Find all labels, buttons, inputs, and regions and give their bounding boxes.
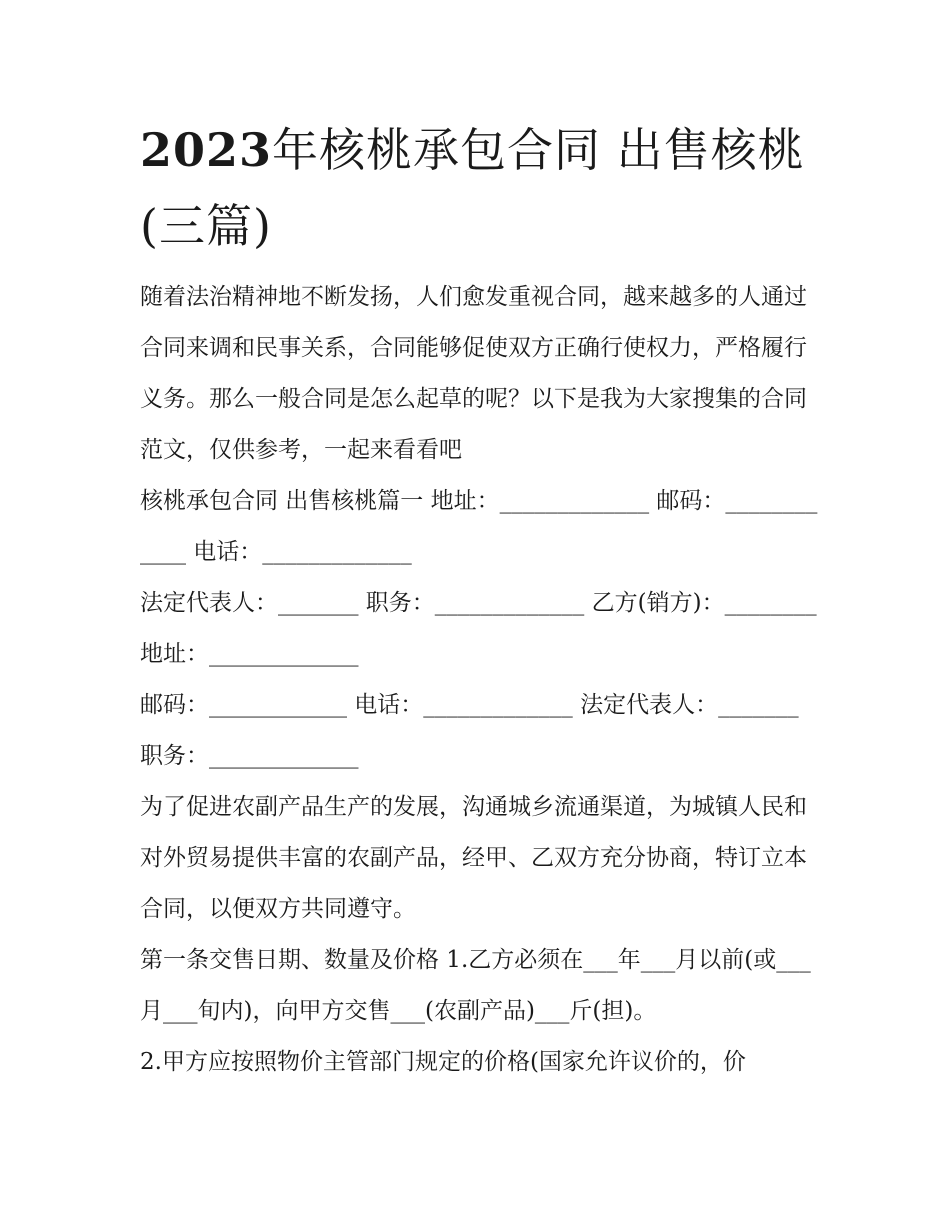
title-text: 年核桃承包合同 出售核桃(三篇) bbox=[140, 123, 805, 253]
party-b-contact-line: 邮码：____________ 电话：_____________ 法定代表人：_______ 职务：_____________ bbox=[140, 692, 806, 769]
party-a-representative-line: 法定代表人：_______ 职务：_____________ 乙方(销方)：________ 地址：_____________ bbox=[140, 590, 824, 667]
article-one-paragraph: 第一条交售日期、数量及价格 1.乙方必须在___年___月以前(或___月___旬内)，向甲方交售___(农副产品)___斤(担)。 bbox=[140, 947, 811, 1024]
document-page bbox=[140, 112, 824, 1088]
price-paragraph: 2.甲方应按照物价主管部门规定的价格(国家允许议价的，价 bbox=[140, 1049, 746, 1075]
intro-paragraph: 随着法治精神地不断发扬，人们愈发重视合同，越来越多的人通过合同来调和民事关系，合同能够促使双方正确行使权力，严格履行义务。那么一般合同是怎么起草的呢？以下是我为大家搜集的合同范文，仅供参考，一起来看看吧 bbox=[140, 284, 807, 463]
party-a-address-line: 核桃承包合同 出售核桃篇一 地址：_____________ 邮码：____________ 电话：_____________ bbox=[140, 488, 818, 565]
title-year: 2023 bbox=[140, 123, 273, 177]
document-title bbox=[140, 112, 820, 264]
purpose-paragraph: 为了促进农副产品生产的发展，沟通城乡流通渠道，为城镇人民和对外贸易提供丰富的农副产品，经甲、乙双方充分协商，特订立本合同，以便双方共同遵守。 bbox=[140, 794, 807, 922]
